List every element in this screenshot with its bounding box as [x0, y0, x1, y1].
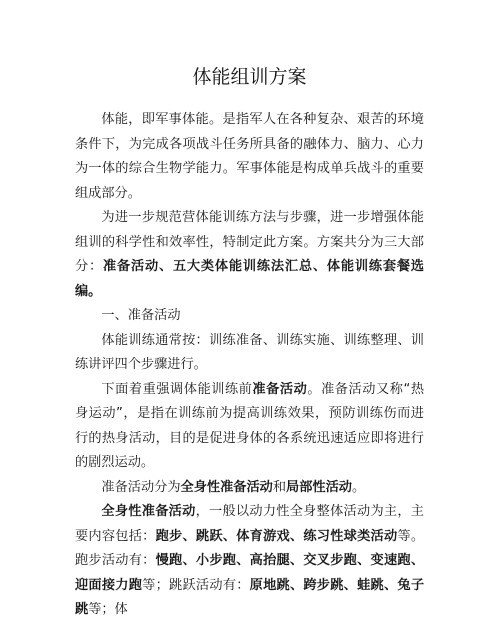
- bold-text: 局部性活动: [286, 479, 352, 495]
- text-segment: 体能，即军事体能。是指军人在各种复杂、艰苦的环境条件下，为完成各项战斗任务所具备的融体力、脑力、心力为一体的综合生物学能力。军事体能是构成单兵战斗的重要组成部分。: [75, 112, 424, 201]
- paragraph-p3: [75, 304, 424, 329]
- text-segment: 准备活动分为: [101, 479, 181, 495]
- bold-text: 慢跑、小步跑、高抬腿、交叉步跑、变速跑、迎面接力跑: [75, 553, 425, 593]
- bold-text: 全身性准备活动: [101, 504, 196, 519]
- bold-text: 跑步、跳跃、体育游戏、练习性球类活动: [155, 528, 398, 544]
- text-segment: 下面着重强调体能训练前: [101, 381, 253, 397]
- text-segment: 。准备活动又称“热身运动”，是指在训练前为提高训练效果，预防训练伤而进行的热身活动，目的是促进身体的各系统迅速适应即将进行的剧烈运动。: [75, 381, 425, 470]
- text-segment: ，一般以动力性全身整体活动为主，主要内容包括：: [75, 504, 424, 544]
- text-segment: 。: [351, 479, 366, 495]
- text-segment: 一、准备活动: [101, 308, 181, 323]
- bold-text: 准备活动: [252, 381, 308, 397]
- document-body: [75, 108, 424, 623]
- text-segment: 等；体: [88, 602, 128, 617]
- text-segment: 和: [272, 479, 287, 495]
- text-segment: 等；跳跃活动有：: [142, 577, 250, 593]
- document-title: 体能组训方案: [192, 66, 307, 88]
- paragraph-p4: [75, 329, 424, 378]
- paragraph-p1: [75, 108, 424, 206]
- bold-text: 全身性准备活动: [180, 479, 273, 495]
- paragraph-p6: [75, 476, 424, 501]
- bold-text: 准备活动、五大类体能训练法汇总、体能训练套餐选编。: [75, 259, 424, 299]
- paragraph-p2: [75, 206, 424, 304]
- text-segment: 体能训练通常按：训练准备、训练实施、训练整理、训练讲评四个步骤进行。: [75, 332, 424, 372]
- paragraph-p5: [75, 378, 424, 476]
- text-segment: 为进一步规范营体能训练方法与步骤，进一步增强体能组训的科学性和效率性，特制定此方案。方案共分为三大部分：: [75, 210, 424, 274]
- text-segment: 等。跑步活动有：: [75, 528, 425, 568]
- bold-text: 原地跳、跨步跳、蛙跳、兔子跳: [75, 577, 425, 617]
- paragraph-p7: [75, 500, 424, 623]
